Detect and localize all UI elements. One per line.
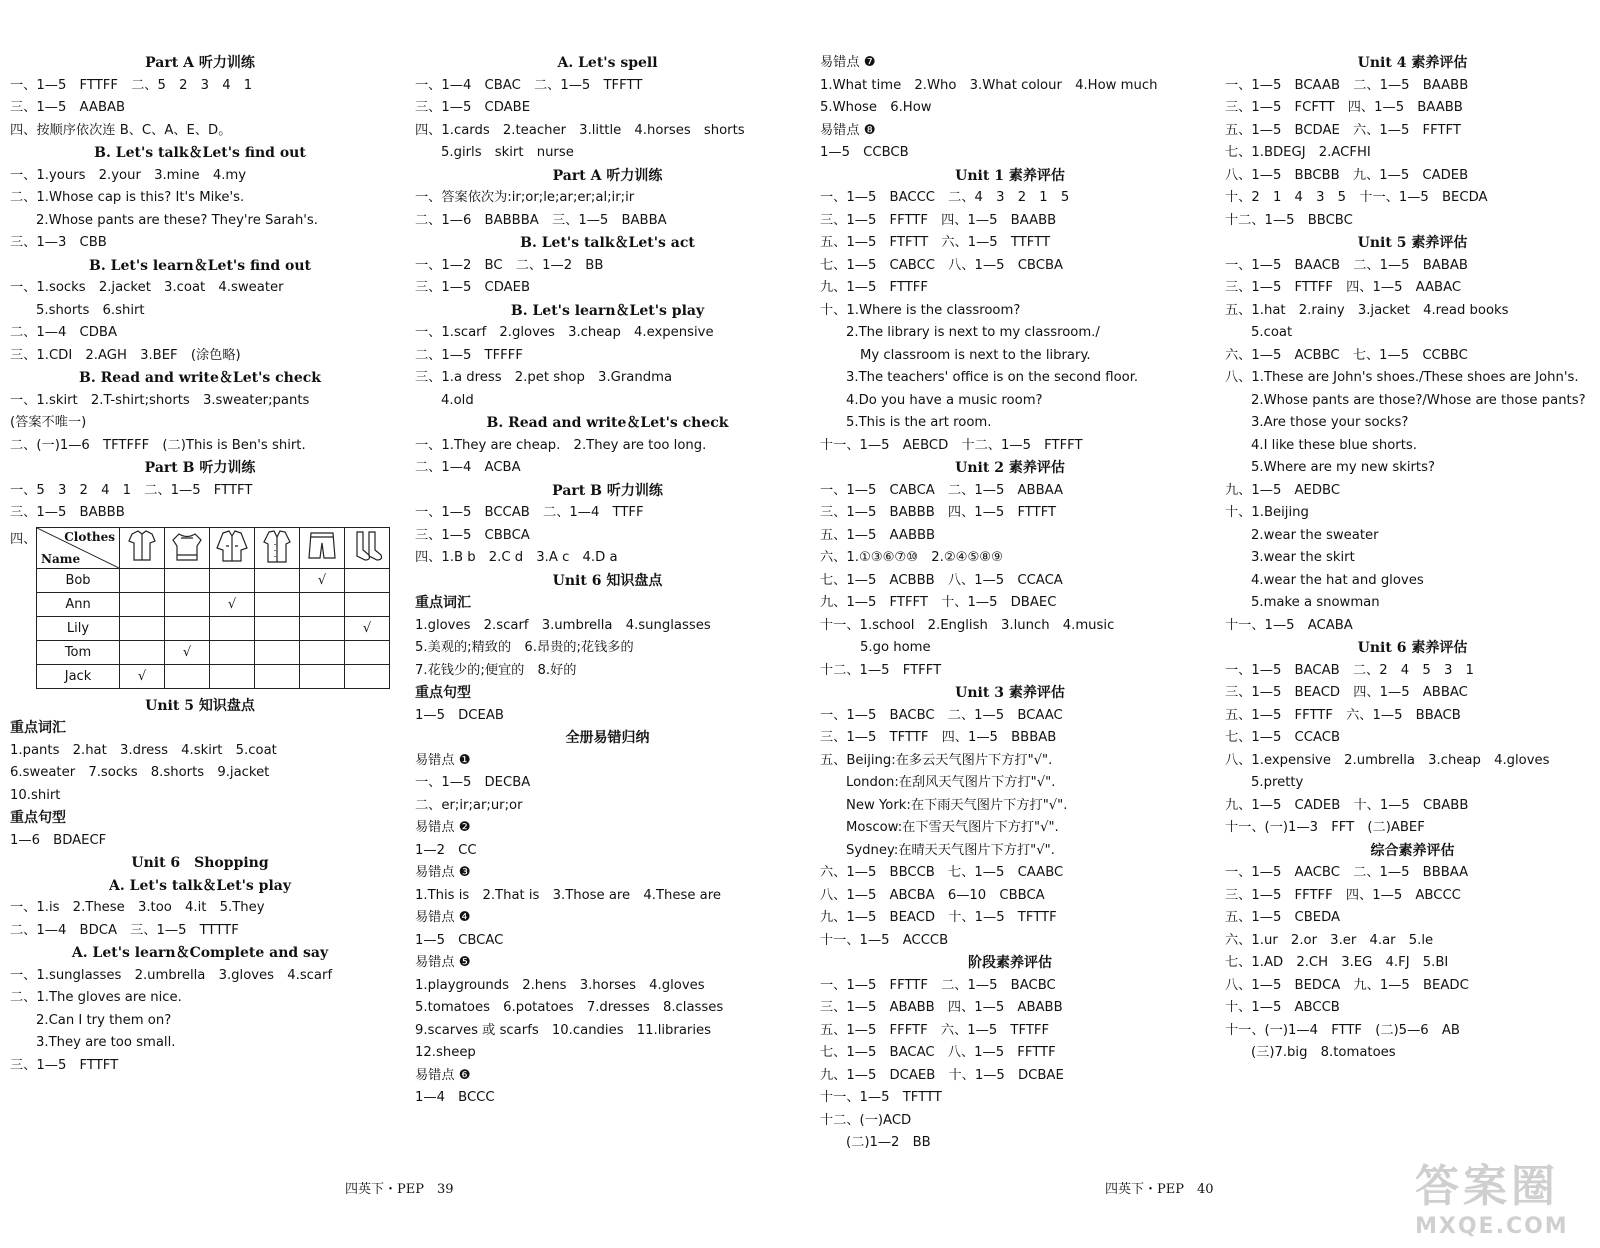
answer-line: 一、1—5 BACAB 二、2 4 5 3 1 [1225, 662, 1474, 678]
answer-line: 一、1—5 CABCA 二、1—5 ABBAA [820, 482, 1064, 498]
section-heading: Unit 5 素养评估 [1357, 235, 1468, 251]
answer-line: 十、2 1 4 3 5 十一、1—5 BECDA [1225, 190, 1488, 205]
section-heading: Unit 3 素养评估 [955, 685, 1065, 701]
row-name: Ann [37, 592, 120, 616]
check-cell [345, 592, 390, 616]
answer-line: 十一、(一)1—4 FTTF (二)5—6 AB [1225, 1022, 1460, 1038]
check-cell: √ [120, 664, 165, 688]
answer-line: (二)1—2 BB [846, 1135, 931, 1150]
answer-line: 3.Are those your socks? [1251, 415, 1409, 430]
answer-line: 七、1—5 ACBBB 八、1—5 CCACA [820, 572, 1063, 588]
answer-line: 5.go home [860, 640, 931, 655]
section-heading: Unit 5 知识盘点 [145, 697, 255, 714]
answer-line: 七、1—5 CABCC 八、1—5 CBCBA [820, 257, 1064, 273]
answer-line: (三)7.big 8.tomatoes [1251, 1045, 1396, 1060]
section-heading: Unit 4 素养评估 [1357, 55, 1468, 71]
section-heading: Unit 6 素养评估 [1357, 640, 1468, 656]
check-cell [120, 592, 165, 616]
answer-line: 2.wear the sweater [1251, 527, 1379, 543]
check-cell: √ [300, 568, 345, 592]
answer-line: 一、1—5 BAACB 二、1—5 BABAB [1225, 257, 1468, 273]
answer-column-3 [820, 52, 1200, 1155]
check-cell [300, 616, 345, 640]
answer-line: 5.pretty [1251, 775, 1304, 790]
answer-line: 三、1—5 AABAB [10, 100, 126, 115]
answer-line: 3.wear the skirt [1251, 550, 1355, 565]
answer-line: 5.coat [1251, 325, 1293, 340]
answer-line: 八、1—5 BBCBB 九、1—5 CADEB [1225, 167, 1469, 183]
row-name: Tom [37, 640, 120, 664]
check-cell [210, 664, 255, 688]
answer-line: 九、1—5 FTTFF [820, 280, 928, 295]
check-cell [300, 592, 345, 616]
answer-line: 易错点 ❹ [415, 910, 471, 925]
answer-line: (答案不唯一) [10, 415, 87, 430]
answer-line: 三、1—5 CBBCA [415, 527, 530, 543]
answer-line: 一、1.sunglasses 2.umbrella 3.gloves 4.scarf [10, 967, 333, 983]
answer-line: 一、1.is 2.These 3.too 4.it 5.They [10, 900, 265, 915]
answer-line: 二、1—4 CDBA [10, 325, 117, 340]
answer-line: 易错点 ❻ [415, 1067, 471, 1083]
answer-line: 五、1—5 CBEDA [1225, 910, 1341, 925]
answer-line: 十二、1—5 FTFFT [820, 662, 942, 678]
answer-line: 5.Whose 6.How [820, 100, 932, 115]
header-name: Name [41, 551, 81, 566]
answer-line: 2.Can I try them on? [36, 1012, 172, 1028]
answer-line: 一、答案依次为:ir;or;le;ar;er;al;ir;ir [415, 190, 635, 205]
answer-line: 一、1.socks 2.jacket 3.coat 4.sweater [10, 280, 284, 295]
answer-line: 5.美观的;精致的 6.昂贵的;花钱多的 [415, 640, 634, 655]
answer-line: 一、1—5 BACBC 二、1—5 BCAAC [820, 707, 1063, 723]
answer-line: 一、1.skirt 2.T-shirt;shorts 3.sweater;pants [10, 392, 310, 408]
answer-line: 1—5 CCBCB [820, 145, 909, 160]
header-clothes: Clothes [64, 529, 115, 544]
answer-line: 十一、1.school 2.English 3.lunch 4.music [820, 617, 1115, 633]
coat-icon [255, 527, 300, 568]
check-cell [345, 568, 390, 592]
section-heading: Unit 1 素养评估 [955, 167, 1065, 184]
answer-line: 6.sweater 7.socks 8.shorts 9.jacket [10, 765, 270, 780]
answer-line: 1.This is 2.That is 3.Those are 4.These are [415, 887, 721, 903]
answer-line: 五、1—5 FFTTF 六、1—5 BBACB [1225, 707, 1461, 723]
answer-line: 一、1.They are cheap. 2.They are too long. [415, 437, 707, 453]
page-footer-left: 四英下・PEP 39 [345, 1182, 454, 1197]
answer-line: 一、1.scarf 2.gloves 3.cheap 4.expensive [415, 325, 714, 340]
check-cell [120, 640, 165, 664]
watermark-text-bottom: MXQE.COM [1415, 1214, 1569, 1239]
answer-line: 八、1.These are John's shoes./These shoes are John's. [1225, 370, 1579, 385]
section-heading: B. Read and write＆Let's check [486, 415, 729, 431]
question-number: 四、 [10, 531, 37, 547]
answer-line: 5.shorts 6.shirt [36, 302, 145, 318]
check-cell: √ [210, 592, 255, 616]
answer-line: 三、1.a dress 2.pet shop 3.Grandma [415, 370, 673, 385]
subsection-label: 重点句型 [10, 810, 66, 826]
answer-line: 四、按顺序依次连 B、C、A、E、D。 [10, 122, 232, 138]
answer-line: 1—2 CC [415, 842, 477, 858]
answer-line: 八、1.expensive 2.umbrella 3.cheap 4.gloves [1225, 752, 1550, 768]
sweater-icon [165, 527, 210, 568]
answer-line: 二、1—6 BABBBA 三、1—5 BABBA [415, 212, 667, 228]
answer-line: 易错点 ❼ [820, 55, 876, 70]
answer-line: 六、1—5 BBCCB 七、1—5 CAABC [820, 865, 1064, 880]
answer-line: 一、1—5 FFTTF 二、1—5 BACBC [820, 977, 1056, 993]
check-cell [255, 592, 300, 616]
answer-line: 十一、1—5 AEBCD 十二、1—5 FTFFT [820, 437, 1083, 453]
row-name: Bob [37, 568, 120, 592]
answer-line: 一、1—5 FTTFF 二、5 2 3 4 1 [10, 77, 253, 93]
answer-line: 12.sheep [415, 1045, 476, 1060]
table-row [37, 640, 390, 664]
check-cell [165, 592, 210, 616]
answer-line: 一、1—5 AACBC 二、1—5 BBBAA [1225, 865, 1469, 880]
section-heading: Part B 听力训练 [144, 460, 256, 476]
answer-line: 4.old [441, 392, 474, 408]
answer-column-1 [10, 52, 390, 1077]
subsection-label: 重点词汇 [415, 595, 471, 611]
answer-line: 五、1.hat 2.rainy 3.jacket 4.read books [1225, 302, 1509, 318]
section-heading: Unit 6 知识盘点 [552, 572, 663, 589]
answer-line: 二、1.Whose cap is this? It's Mike's. [10, 190, 245, 205]
answer-line: 六、1.ur 2.or 3.er 4.ar 5.le [1225, 932, 1434, 948]
check-cell: √ [165, 640, 210, 664]
check-cell [345, 664, 390, 688]
answer-line: Sydney:在晴天天气图片下方打"√". [846, 842, 1055, 858]
answer-line: 4.wear the hat and gloves [1251, 572, 1424, 588]
answer-line: 一、1—5 BCCAB 二、1—4 TTFF [415, 505, 644, 520]
watermark-text-top: 答案圈 [1415, 1161, 1559, 1212]
answer-column-2 [415, 52, 800, 1110]
answer-line: 1.pants 2.hat 3.dress 4.skirt 5.coat [10, 742, 277, 758]
answer-line: 九、1—5 BEACD 十、1—5 TFTTF [820, 910, 1057, 925]
answer-line: 一、1—5 DECBA [415, 775, 531, 790]
check-cell [255, 568, 300, 592]
answer-line: 1.playgrounds 2.hens 3.horses 4.gloves [415, 977, 705, 993]
answer-line: 十一、(一)1—3 FFT (二)ABEF [1225, 820, 1425, 835]
answer-line: 1—5 DCEAB [415, 707, 504, 723]
answer-line: 易错点 ❽ [820, 122, 876, 138]
section-heading: 阶段素养评估 [968, 955, 1052, 971]
answer-line: 五、1—5 FTFTT 六、1—5 TTFTT [820, 235, 1051, 250]
answer-line: 7.花钱少的;便宜的 8.好的 [415, 662, 577, 678]
answer-line: 十、1.Beijing [1225, 505, 1309, 520]
answer-line: 三、1—5 FCFTT 四、1—5 BAABB [1225, 100, 1463, 115]
jacket-icon [210, 527, 255, 568]
answer-line: 十、1.Where is the classroom? [820, 302, 1021, 318]
answer-line: 5.Where are my new skirts? [1251, 460, 1435, 475]
answer-line: 八、1—5 ABCBA 6—10 CBBCA [820, 887, 1045, 903]
answer-line: 四、1.B b 2.C d 3.A c 4.D a [415, 550, 618, 565]
answer-line: 七、1.BDEGJ 2.ACFHI [1225, 145, 1371, 160]
answer-line: 十一、1—5 ACCCB [820, 932, 949, 948]
table-row [37, 616, 390, 640]
answer-line: Moscow:在下雪天气图片下方打"√". [846, 820, 1059, 835]
answer-line: 三、1—5 BABBB 四、1—5 FTTFT [820, 505, 1057, 520]
answer-line: London:在刮风天气图片下方打"√". [846, 775, 1056, 790]
answer-line: 3.They are too small. [36, 1035, 176, 1050]
check-cell [165, 664, 210, 688]
answer-line: 九、1—5 DCAEB 十、1—5 DCBAE [820, 1067, 1064, 1083]
section-heading: B. Let's talk＆Let's find out [94, 145, 306, 161]
answer-line: 二、er;ir;ar;ur;or [415, 797, 523, 813]
section-heading: B. Let's learn＆Let's find out [89, 257, 311, 274]
answer-line: 3.The teachers' office is on the second floor. [846, 370, 1139, 385]
answer-line: 1—4 BCCC [415, 1090, 495, 1105]
answer-line: 2.Whose pants are these? They're Sarah's. [36, 212, 318, 228]
section-heading: B. Read and write＆Let's check [79, 370, 321, 386]
answer-line: 1—6 BDAECF [10, 832, 107, 848]
answer-line: 9.scarves 或 scarfs 10.candies 11.libraries [415, 1022, 712, 1038]
answer-line: 五、1—5 FFFTF 六、1—5 TFTFF [820, 1022, 1050, 1038]
answer-line: 4.I like these blue shorts. [1251, 437, 1417, 453]
check-cell: √ [345, 616, 390, 640]
clothes-table-block [10, 527, 390, 689]
answer-line: 九、1—5 FTFFT 十、1—5 DBAEC [820, 595, 1057, 610]
answer-line: 一、1—2 BC 二、1—2 BB [415, 257, 604, 273]
section-heading: Part A 听力训练 [552, 167, 663, 184]
check-cell [210, 568, 255, 592]
section-heading: A. Let's spell [557, 55, 658, 71]
answer-line: 九、1—5 CADEB 十、1—5 CBABB [1225, 797, 1469, 813]
answer-line: 5.tomatoes 6.potatoes 7.dresses 8.classes [415, 1000, 724, 1015]
answer-line: 三、1—5 FFTTF 四、1—5 BAABB [820, 212, 1057, 228]
answer-line: 易错点 ❸ [415, 865, 471, 880]
answer-line: 八、1—5 BEDCA 九、1—5 BEADC [1225, 977, 1469, 993]
table-row [37, 568, 390, 592]
answer-line: 二、1—4 ACBA [415, 460, 521, 475]
answer-line: 一、5 3 2 4 1 二、1—5 FTTFT [10, 482, 253, 498]
answer-line: 三、1—5 ABABB 四、1—5 ABABB [820, 1000, 1063, 1015]
answer-line: My classroom is next to the library. [860, 347, 1091, 363]
section-heading: B. Let's talk＆Let's act [520, 235, 695, 251]
answer-line: 5.make a snowman [1251, 595, 1380, 610]
answer-line: 五、1—5 AABBB [820, 527, 936, 543]
check-cell [300, 640, 345, 664]
section-heading: Unit 6 Shopping [131, 855, 269, 871]
answer-line: 三、1—5 BEACD 四、1—5 ABBAC [1225, 685, 1468, 700]
watermark-logo [1415, 1150, 1595, 1245]
section-heading: 综合素养评估 [1370, 842, 1455, 859]
subsection-label: 重点句型 [415, 685, 471, 701]
answer-line: 六、1.①③⑥⑦⑩ 2.②④⑤⑧⑨ [820, 550, 1003, 565]
answer-line: 二、1.The gloves are nice. [10, 990, 182, 1005]
answer-line: 一、1.yours 2.your 3.mine 4.my [10, 167, 247, 183]
row-name: Jack [37, 664, 120, 688]
answer-line: 三、1—5 FFTFF 四、1—5 ABCCC [1225, 887, 1461, 903]
socks-icon [345, 527, 390, 568]
section-heading: A. Let's talk＆Let's play [109, 877, 291, 894]
section-heading: A. Let's learn＆Complete and say [71, 945, 329, 961]
answer-line: 五、1—5 BCDAE 六、1—5 FFTFT [1225, 122, 1461, 138]
answer-line: 二、1—4 BDCA 三、1—5 TTTTF [10, 922, 239, 938]
section-heading: Part A 听力训练 [145, 55, 255, 71]
answer-line: 易错点 ❶ [415, 752, 471, 768]
table-row [37, 592, 390, 616]
answer-line: 4.Do you have a music room? [846, 392, 1043, 408]
answer-line: 十二、(一)ACD [820, 1112, 912, 1128]
answer-line: 三、1—5 BABBB [10, 505, 125, 520]
subsection-label: 重点词汇 [10, 720, 66, 736]
answer-line: 十一、1—5 ACABA [1225, 617, 1353, 633]
page-footer-right: 四英下・PEP 40 [1105, 1182, 1214, 1197]
answer-line: 十、1—5 ABCCB [1225, 1000, 1340, 1015]
answer-column-4 [1225, 52, 1600, 1065]
answer-line: 七、1—5 CCACB [1225, 730, 1340, 745]
table-header-corner [37, 527, 120, 568]
check-cell [255, 616, 300, 640]
answer-line: 2.The library is next to my classroom./ [846, 325, 1100, 340]
answer-line: 五、Beijing:在多云天气图片下方打"√". [820, 752, 1053, 768]
check-cell [210, 640, 255, 664]
shorts-icon [300, 527, 345, 568]
shirt-icon [120, 527, 165, 568]
row-name: Lily [37, 616, 120, 640]
answer-line: 一、1—4 CBAC 二、1—5 TFFTT [415, 77, 643, 93]
check-cell [300, 664, 345, 688]
answer-line: 易错点 ❷ [415, 820, 471, 835]
answer-line: 十二、1—5 BBCBC [1225, 212, 1353, 228]
answer-line: 10.shirt [10, 787, 61, 803]
section-heading: Unit 2 素养评估 [955, 460, 1065, 476]
check-cell [255, 640, 300, 664]
answer-line: 易错点 ❺ [415, 955, 471, 970]
check-cell [120, 616, 165, 640]
answer-line: 七、1—5 BACAC 八、1—5 FFTTF [820, 1045, 1056, 1060]
answer-line: 三、1—5 CDABE [415, 100, 531, 115]
answer-line: 1.gloves 2.scarf 3.umbrella 4.sunglasses [415, 617, 711, 633]
answer-line: 十一、1—5 TFTTT [820, 1090, 942, 1105]
answer-line: 三、1—5 FTTFF 四、1—5 AABAC [1225, 280, 1462, 295]
answer-line: 一、1—5 BCAAB 二、1—5 BAABB [1225, 77, 1469, 93]
answer-line: 三、1—5 CDAEB [415, 280, 531, 295]
clothes-table [36, 527, 390, 689]
answer-line: 2.Whose pants are those?/Whose are those pants? [1251, 392, 1586, 408]
section-heading: 全册易错归纳 [565, 730, 650, 746]
check-cell [345, 640, 390, 664]
answer-line: 三、1—5 FTTFT [10, 1057, 119, 1073]
section-heading: B. Let's learn＆Let's play [510, 302, 705, 319]
section-heading: Part B 听力训练 [552, 482, 663, 499]
answer-line: 一、1—5 BACCC 二、4 3 2 1 5 [820, 190, 1070, 205]
answer-line: 三、1.CDI 2.AGH 3.BEF (涂色略) [10, 347, 241, 363]
answer-line: 二、(一)1—6 TFTFFF (二)This is Ben's shirt. [10, 437, 306, 453]
answer-line: 1.What time 2.Who 3.What colour 4.How much [820, 77, 1158, 93]
check-cell [255, 664, 300, 688]
check-cell [165, 568, 210, 592]
table-row [37, 664, 390, 688]
answer-line: 七、1.AD 2.CH 3.EG 4.FJ 5.BI [1225, 955, 1449, 970]
answer-line: 三、1—5 TFTTF 四、1—5 BBBAB [820, 730, 1057, 745]
answer-line: 二、1—5 TFFFF [415, 347, 523, 363]
answer-line: 四、1.cards 2.teacher 3.little 4.horses shorts [415, 122, 745, 138]
answer-line: 5.This is the art room. [846, 415, 992, 430]
answer-line: 5.girls skirt nurse [441, 145, 574, 160]
check-cell [210, 616, 255, 640]
check-cell [120, 568, 165, 592]
answer-line: 六、1—5 ACBBC 七、1—5 CCBBC [1225, 347, 1468, 363]
check-cell [165, 616, 210, 640]
answer-line: 1—5 CBCAC [415, 932, 504, 948]
answer-line: 九、1—5 AEDBC [1225, 482, 1341, 498]
answer-line: New York:在下雨天气图片下方打"√". [846, 797, 1068, 813]
answer-line: 三、1—3 CBB [10, 235, 107, 250]
